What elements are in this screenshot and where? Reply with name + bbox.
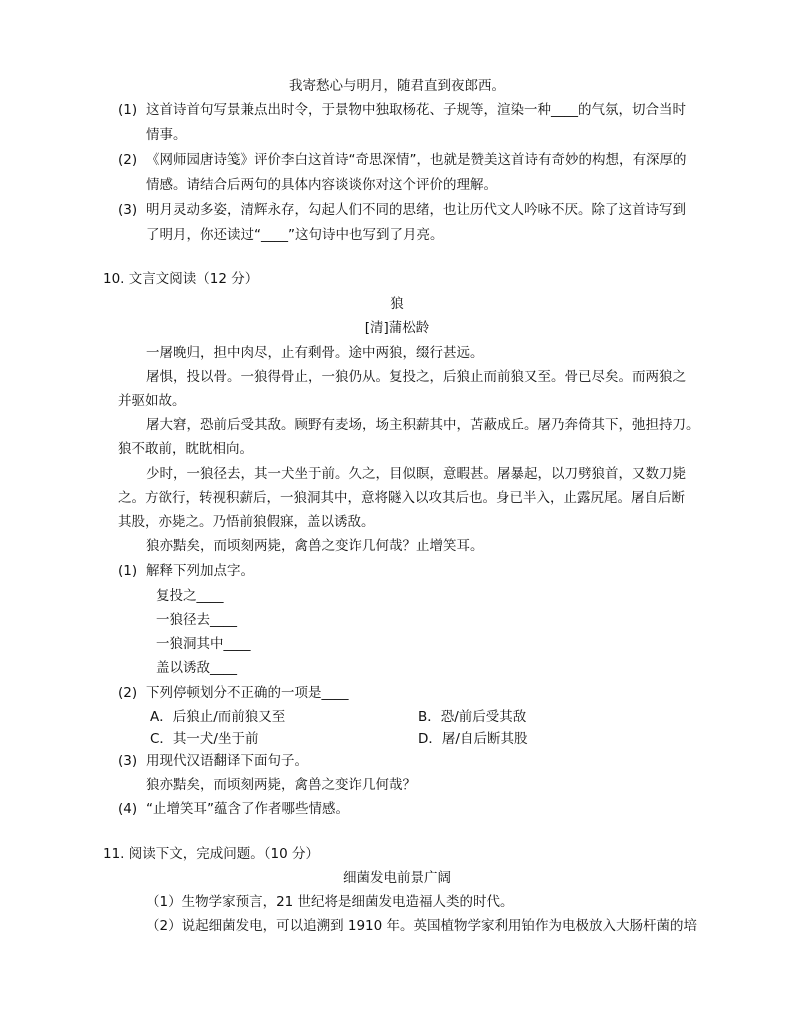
q10-sub2-text: 下列停顿划分不正确的一项是____ (146, 685, 349, 701)
passage-line: 屠惧，投以骨。一狼得骨止，一狼仍从。复投之，后狼止而前狼又至。骨已尽矣。而两狼之 (146, 369, 686, 385)
passage-line: 狼不敢前，眈眈相向。 (118, 441, 253, 457)
q10-title: 狼 (390, 296, 404, 312)
poem-last-line: 我寄愁心与明月，随君直到夜郎西。 (289, 78, 505, 94)
q11-para: （1）生物学家预言，21 世纪将是细菌发电造福人类的时代。 (146, 894, 514, 910)
q9-item-1-line-1: 这首诗首句写景兼点出时令，于景物中独取杨花、子规等，渲染一种____的气氛，切合当时 (146, 102, 686, 118)
q10-sub1-number: (1) (118, 563, 138, 579)
q10-sub4-text: “止增笑耳”蕴含了作者哪些情感。 (146, 801, 349, 817)
q10-sub4-number: (4) (118, 801, 138, 817)
q9-item-2-line-2: 情感。请结合后两句的具体内容谈谈你对这个评价的理解。 (146, 177, 497, 193)
q9-item-1-number: (1) (118, 102, 138, 118)
q9-item-3-line-2: 了明月，你还读过“____”这句诗中也写到了月亮。 (146, 227, 444, 243)
passage-line: 狼亦黠矣，而顷刻两毙，禽兽之变诈几何哉？止增笑耳。 (146, 538, 484, 554)
q9-item-3-number: (3) (118, 202, 138, 218)
q9-item-2-line-1: 《网师园唐诗笺》评价李白这首诗“奇思深情”，也就是赞美这首诗有奇妙的构想，有深厚的 (146, 152, 687, 168)
q10-sub1-text: 解释下列加点字。 (146, 563, 254, 579)
explain-item: 盖以诱敌____ (156, 660, 237, 676)
q10-sub3-sentence: 狼亦黠矣，而顷刻两毙，禽兽之变诈几何哉？ (146, 777, 416, 793)
q11-para: （2）说起细菌发电，可以追溯到 1910 年。英国植物学家利用铂作为电极放入大肠杆菌的培 (146, 918, 698, 934)
q11-heading: 11. 阅读下文，完成问题。（10 分） (103, 846, 319, 862)
explain-item: 一狼洞其中____ (156, 636, 251, 652)
q10-sub2-number: (2) (118, 685, 138, 701)
option-d: D．屠/自后断其股 (418, 731, 528, 747)
passage-line: 屠大窘，恐前后受其敌。顾野有麦场，场主积薪其中，苫蔽成丘。屠乃奔倚其下，弛担持刀。 (146, 417, 700, 433)
q9-item-2-number: (2) (118, 152, 138, 168)
option-a: A．后狼止/而前狼又至 (150, 709, 286, 725)
passage-line: 少时，一狼径去，其一犬坐于前。久之，目似瞑，意暇甚。屠暴起，以刀劈狼首，又数刀毙 (146, 466, 686, 482)
q9-item-3-line-1: 明月灵动多姿，清辉永存，勾起人们不同的思绪，也让历代文人吟咏不厌。除了这首诗写到 (146, 202, 686, 218)
q11-title: 细菌发电前景广阔 (343, 870, 451, 886)
q9-item-1-line-2: 情事。 (146, 127, 187, 143)
passage-line: 一屠晚归，担中肉尽，止有剩骨。途中两狼，缀行甚远。 (146, 345, 484, 361)
option-c: C．其一犬/坐于前 (150, 731, 259, 747)
q10-heading: 10. 文言文阅读（12 分） (103, 271, 259, 287)
passage-line: 其股，亦毙之。乃悟前狼假寐，盖以诱敌。 (118, 514, 375, 530)
q10-author: [清]蒲松龄 (364, 320, 430, 336)
passage-line: 并驱如故。 (118, 393, 186, 409)
option-b: B．恐/前后受其敌 (418, 709, 527, 725)
q10-sub3-text: 用现代汉语翻译下面句子。 (146, 753, 308, 769)
explain-item: 一狼径去____ (156, 612, 237, 628)
explain-item: 复投之____ (156, 588, 224, 604)
passage-line: 之。方欲行，转视积薪后，一狼洞其中，意将隧入以攻其后也。身已半入，止露尻尾。屠自后断 (118, 490, 685, 506)
q10-sub3-number: (3) (118, 753, 138, 769)
